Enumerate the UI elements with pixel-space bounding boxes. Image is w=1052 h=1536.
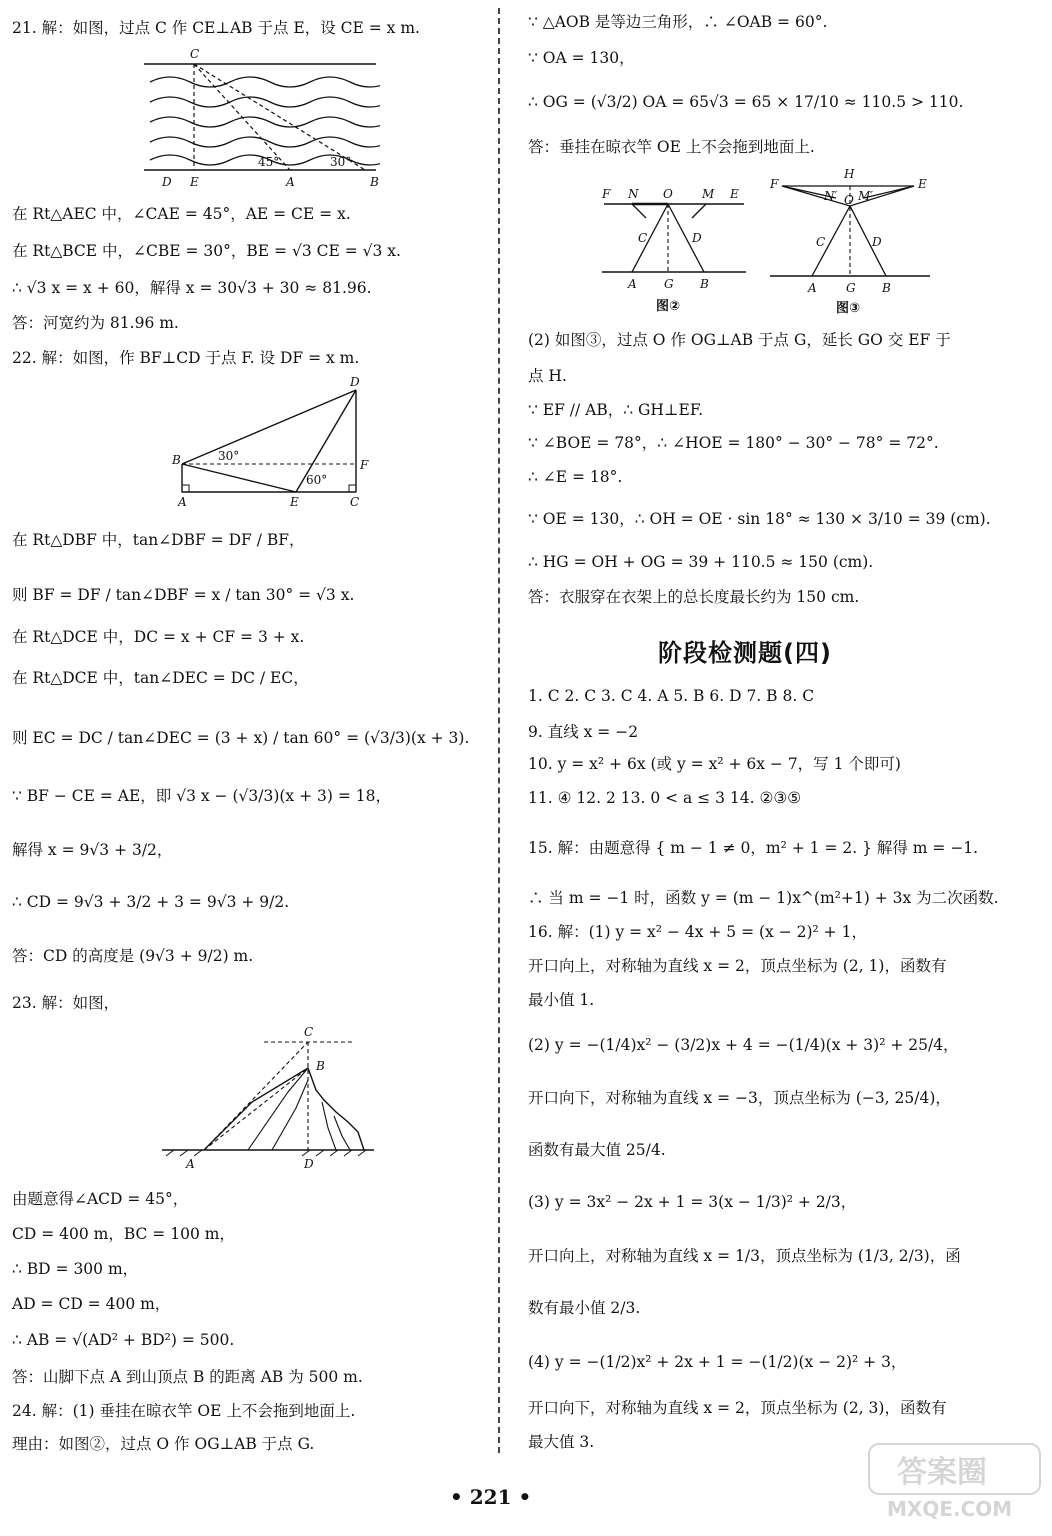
page-number: • 221 • (450, 1485, 532, 1509)
q24-line: (2) 如图③，过点 O 作 OG⊥AB 于点 G，延长 GO 交 EF 于 (528, 331, 951, 349)
fig3-label-o: O (844, 193, 854, 207)
q21-line: 21. 解：如图，过点 C 作 CE⊥AB 于点 E，设 CE = x m. (12, 19, 420, 37)
fig3-label-d: D (872, 235, 882, 249)
watermark-logo (867, 1442, 1042, 1522)
fig22-label-f: F (360, 458, 369, 472)
fig22-label-b: B (172, 453, 181, 467)
fig3-label-c: C (816, 235, 826, 249)
figure-3-hanger (766, 164, 934, 318)
q24-line: 24. 解：(1) 垂挂在晾衣竿 OE 上不会拖到地面上. (12, 1402, 356, 1420)
answer-line: 最小值 1. (528, 991, 595, 1009)
q24-line: 点 H. (528, 367, 567, 385)
fig23-label-a: A (186, 1157, 195, 1171)
q24-line: ∵ △AOB 是等边三角形，∴ ∠OAB = 60°. (528, 13, 828, 31)
q22-line: ∴ CD = 9√3 + 3/2 + 3 = 9√3 + 9/2. (12, 893, 290, 911)
q24-line: ∵ ∠BOE = 78°，∴ ∠HOE = 180° − 30° − 78° = 72°. (528, 434, 939, 452)
fig23-label-c: C (304, 1025, 314, 1039)
q21-line: 在 Rt△BCE 中，∠CBE = 30°，BE = √3 CE = √3 x. (12, 242, 401, 260)
q24-line: ∵ EF // AB，∴ GH⊥EF. (528, 401, 704, 419)
answer-line: 开口向上，对称轴为直线 x = 1/3，顶点坐标为 (1/3, 2/3)，函 (528, 1247, 961, 1265)
figure-2-hanger (598, 168, 748, 318)
fig22-label-d: D (350, 375, 360, 389)
q24-line: ∴ ∠E = 18°. (528, 468, 623, 486)
fig23-label-b: B (316, 1059, 325, 1073)
q21-line: 在 Rt△AEC 中，∠CAE = 45°，AE = CE = x. (12, 205, 351, 223)
answer-line: 15. 解：由题意得 { m − 1 ≠ 0，m² + 1 = 2. } 解得 m = −1. (528, 839, 979, 857)
fig2-label-c: C (638, 231, 648, 245)
q24-line: 理由：如图②，过点 O 作 OG⊥AB 于点 G. (12, 1435, 315, 1453)
fig22-angle-60: 60° (306, 473, 328, 487)
q23-line: CD = 400 m，BC = 100 m， (12, 1225, 235, 1243)
q24-answer: 答：衣服穿在衣架上的总长度最长约为 150 cm. (528, 588, 860, 606)
answer-line: 1. C 2. C 3. C 4. A 5. B 6. D 7. B 8. C (528, 687, 815, 705)
answer-line: 最大值 3. (528, 1433, 595, 1451)
q23-line: AD = CD = 400 m， (12, 1295, 171, 1313)
q22-line: ∵ BF − CE = AE，即 √3 x − (√3/3)(x + 3) = 18， (12, 787, 391, 805)
fig21-label-d: D (162, 175, 172, 189)
section-title: 阶段检测题(四) (658, 639, 832, 667)
fig3-label-e: E (918, 177, 927, 191)
column-divider (498, 8, 500, 1453)
q22-answer: 答：CD 的高度是 (9√3 + 9/2) m. (12, 947, 254, 965)
fig2-label-d: D (692, 231, 702, 245)
fig3-caption: 图③ (836, 301, 861, 316)
q24-line: ∴ OG = (√3/2) OA = 65√3 = 65 × 17/10 ≈ 110.5 > 110. (528, 93, 964, 111)
fig2-label-b: B (700, 277, 709, 291)
q23-line: 23. 解：如图， (12, 994, 120, 1012)
fig22-label-e: E (290, 495, 299, 509)
q22-line: 则 EC = DC / tan∠DEC = (3 + x) / tan 60° = (√3/3)(x + 3). (12, 729, 470, 747)
answer-line: 9. 直线 x = −2 (528, 723, 639, 741)
answer-line: (3) y = 3x² − 2x + 1 = 3(x − 1/3)² + 2/3， (528, 1193, 857, 1211)
q22-line: 在 Rt△DCE 中，tan∠DEC = DC / EC， (12, 669, 309, 687)
fig3-label-f: F (770, 177, 779, 191)
answer-line: 开口向下，对称轴为直线 x = 2，顶点坐标为 (2, 3)，函数有 (528, 1399, 947, 1417)
answer-line: 数有最小值 2/3. (528, 1299, 641, 1317)
fig3-label-h: H (844, 167, 855, 181)
q21-line: ∴ √3 x = x + 60，解得 x = 30√3 + 30 ≈ 81.96. (12, 279, 372, 297)
q21-answer: 答：河宽约为 81.96 m. (12, 314, 179, 332)
fig3-label-g: G (846, 281, 856, 295)
answer-line: ∴ 当 m = −1 时，函数 y = (m − 1)x^(m²+1) + 3x 为二次函数. (528, 889, 999, 907)
fig21-label-c: C (190, 47, 200, 61)
fig2-label-e: E (730, 187, 739, 201)
watermark-text-url: MXQE.COM (887, 1497, 1013, 1521)
q24-line: ∴ HG = OH + OG = 39 + 110.5 ≈ 150 (cm). (528, 553, 874, 571)
q24-line: ∵ OE = 130，∴ OH = OE · sin 18° ≈ 130 × 3/10 = 39 (cm). (528, 510, 991, 528)
q22-line: 在 Rt△DBF 中，tan∠DBF = DF / BF， (12, 531, 305, 549)
fig22-label-a: A (178, 495, 187, 509)
watermark-text-cn: 答案圈 (897, 1455, 987, 1490)
fig21-angle-30: 30° (330, 155, 352, 169)
answer-line: 开口向上，对称轴为直线 x = 2，顶点坐标为 (2, 1)，函数有 (528, 957, 947, 975)
q23-line: ∴ AB = √(AD² + BD²) = 500. (12, 1331, 235, 1349)
fig22-angle-30: 30° (218, 449, 240, 463)
fig2-label-g: G (664, 277, 674, 291)
fig3-label-m: M′ (858, 189, 874, 203)
answer-line: 10. y = x² + 6x (或 y = x² + 6x − 7，写 1 个即可) (528, 755, 901, 773)
q23-line: 由题意得∠ACD = 45°， (12, 1190, 189, 1208)
q24-line: ∵ OA = 130， (528, 49, 635, 67)
fig2-label-n: N (628, 187, 639, 201)
answer-line: 函数有最大值 25/4. (528, 1141, 666, 1159)
fig21-angle-45: 45° (258, 155, 280, 169)
answer-line: 16. 解：(1) y = x² − 4x + 5 = (x − 2)² + 1， (528, 923, 867, 941)
figure-21-river (140, 44, 380, 190)
q23-answer: 答：山脚下点 A 到山顶点 B 的距离 AB 为 500 m. (12, 1368, 363, 1386)
figure-23-mountain (152, 1020, 382, 1172)
answer-line: (4) y = −(1/2)x² + 2x + 1 = −(1/2)(x − 2)² + 3， (528, 1353, 907, 1371)
fig2-label-f: F (602, 187, 611, 201)
answer-line: 开口向下，对称轴为直线 x = −3，顶点坐标为 (−3, 25/4)， (528, 1089, 951, 1107)
q22-line: 在 Rt△DCE 中，DC = x + CF = 3 + x. (12, 628, 305, 646)
fig2-label-o: O (663, 187, 673, 201)
answer-line: 11. ④ 12. 2 13. 0 < a ≤ 3 14. ②③⑤ (528, 789, 802, 807)
q22-line: 22. 解：如图，作 BF⊥CD 于点 F. 设 DF = x m. (12, 349, 360, 367)
fig3-label-a: A (808, 281, 817, 295)
q23-line: ∴ BD = 300 m， (12, 1260, 139, 1278)
q22-line: 则 BF = DF / tan∠DBF = x / tan 30° = √3 x. (12, 586, 355, 604)
fig2-label-a: A (628, 277, 637, 291)
figure-22-triangle (160, 372, 380, 510)
fig21-label-e: E (190, 175, 199, 189)
fig3-label-b: B (882, 281, 891, 295)
fig22-label-c: C (350, 495, 360, 509)
q24-answer: 答：垂挂在晾衣竿 OE 上不会拖到地面上. (528, 138, 815, 156)
fig21-label-a: A (286, 175, 295, 189)
fig21-label-b: B (370, 175, 379, 189)
answer-line: (2) y = −(1/4)x² − (3/2)x + 4 = −(1/4)(x + 3)² + 25/4， (528, 1036, 959, 1054)
fig3-label-n: N′ (824, 189, 838, 203)
fig2-label-m: M (702, 187, 715, 201)
q22-line: 解得 x = 9√3 + 3/2， (12, 841, 173, 859)
fig23-label-d: D (304, 1157, 314, 1171)
fig2-caption: 图② (656, 299, 681, 314)
